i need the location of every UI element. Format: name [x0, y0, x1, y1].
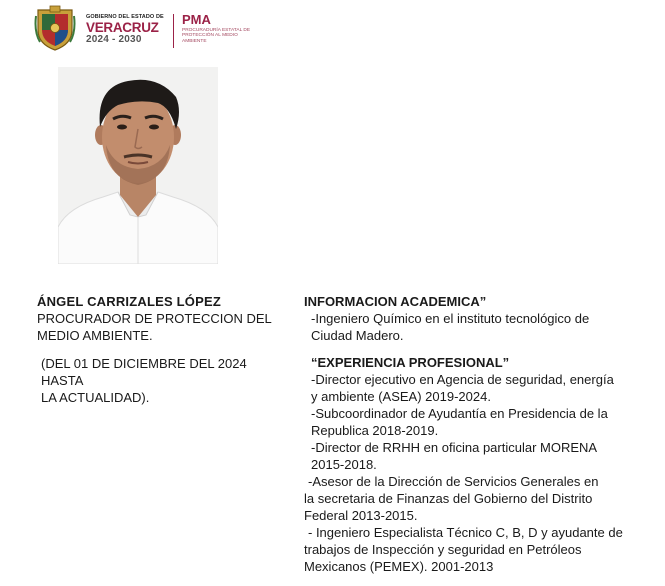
person-name: ÁNGEL CARRIZALES LÓPEZ [37, 294, 222, 309]
role-line-1: PROCURADOR DE PROTECCION DEL [37, 311, 272, 326]
portrait-image [58, 67, 218, 264]
experience-item [304, 371, 649, 405]
experience-item-line: Federal 2013-2015. [304, 508, 418, 523]
period-line-1: (DEL 01 DE DICIEMBRE DEL 2024 HASTA [41, 356, 247, 388]
pma-subtitle: PROCURADURÍA ESTATAL DE PROTECCIÓN AL MEDIO AMBIENTE [182, 28, 251, 44]
cv-details [304, 293, 649, 575]
experience-item-line: Republica 2018-2019. [311, 423, 439, 438]
gov-state-name: VERACRUZ [86, 20, 159, 35]
profile-summary [37, 293, 287, 406]
experience-item-line: 2015-2018. [311, 457, 377, 472]
government-logo [86, 14, 166, 45]
experience-item [304, 524, 649, 575]
experience-item-line: Mexicanos (PEMEX). 2001-2013 [304, 559, 494, 574]
experience-item-line: -Asesor de la Dirección de Servicios Generales en [308, 474, 599, 489]
experience-item-line: y ambiente (ASEA) 2019-2024. [311, 389, 491, 404]
academic-heading: INFORMACION ACADEMICA” [304, 294, 487, 309]
gov-top-text: GOBIERNO DEL ESTADO DE [86, 14, 164, 20]
experience-heading: “EXPERIENCIA PROFESIONAL” [311, 355, 510, 370]
experience-item-line: la secretaria de Finanzas del Gobierno del Distrito [304, 491, 593, 506]
experience-item-line: - Ingeniero Especialista Técnico C, B, D y ayudante de [308, 525, 623, 540]
period-line-2: LA ACTUALIDAD). [41, 390, 150, 405]
gov-years: 2024 - 2030 [86, 34, 142, 45]
experience-item [304, 439, 649, 473]
experience-item [304, 405, 649, 439]
experience-item-line: -Subcoordinador de Ayudantía en Presidencia de la [311, 406, 608, 421]
experience-item-line: trabajos de Inspección y seguridad en Petróleos [304, 542, 582, 557]
experience-item-line: -Director de RRHH en oficina particular MORENA [311, 440, 598, 455]
header-logos [34, 4, 274, 54]
profile-photo [58, 67, 218, 264]
pma-logo [182, 13, 262, 44]
academic-line-2: Ciudad Madero. [311, 328, 404, 343]
experience-item-line: -Director ejecutivo en Agencia de seguridad, energía [311, 372, 614, 387]
academic-line-1: -Ingeniero Químico en el instituto tecnológico de [311, 311, 590, 326]
veracruz-coat-of-arms-icon [34, 4, 76, 52]
logo-divider [173, 14, 174, 48]
role-line-2: MEDIO AMBIENTE. [37, 328, 153, 343]
experience-item [304, 473, 649, 524]
pma-title: PMA [182, 12, 211, 27]
